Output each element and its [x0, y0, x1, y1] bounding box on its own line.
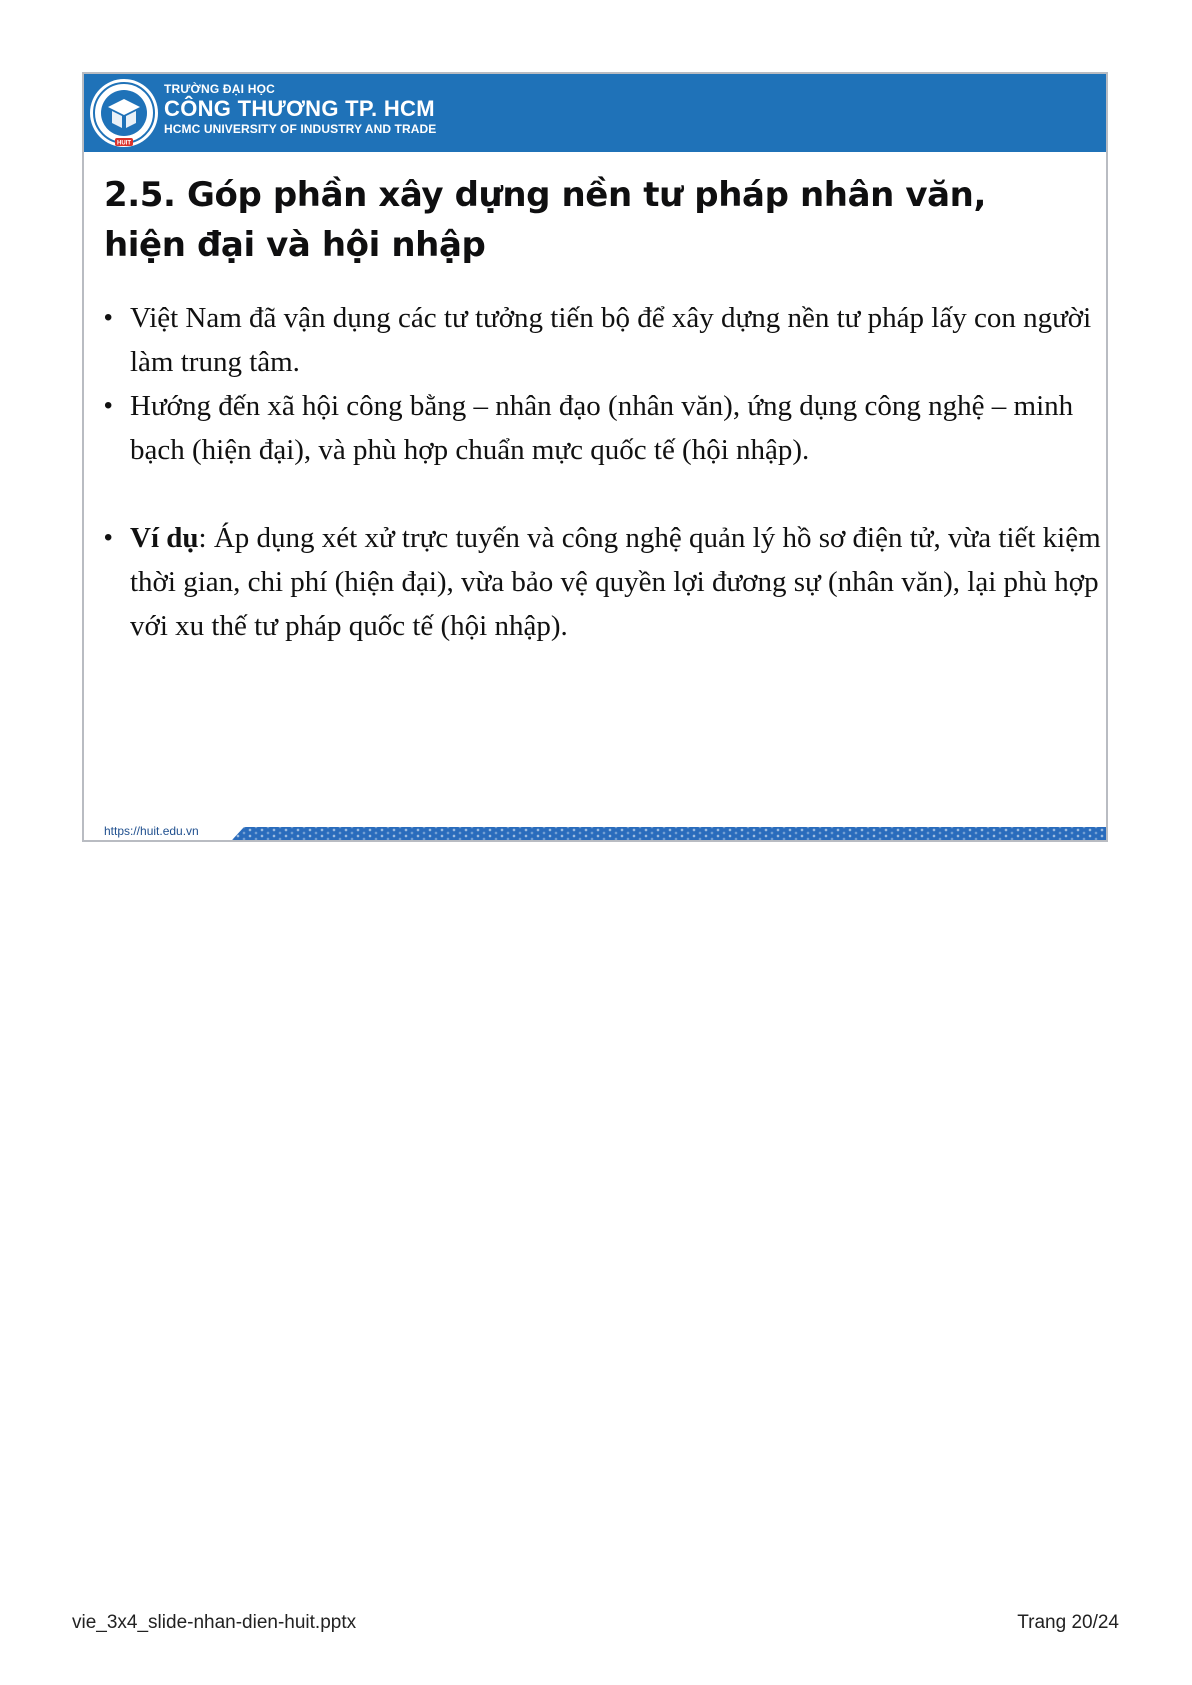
slide-title: 2.5. Góp phần xây dựng nền tư pháp nhân văn, hiện đại và hội nhập: [104, 175, 986, 265]
university-line2: CÔNG THƯƠNG TP. HCM: [164, 96, 435, 121]
document-filename: vie_3x4_slide-nhan-dien-huit.pptx: [72, 1612, 357, 1633]
bullet-item: [104, 296, 1104, 384]
footer-url-link[interactable]: https://huit.edu.vn: [104, 824, 199, 838]
university-brand: [164, 82, 436, 136]
bullet-text: Việt Nam đã vận dụng các tư tưởng tiến bộ để xây dựng nền tư pháp lấy con người làm trung tâm.: [130, 302, 1092, 378]
bullet-list: [104, 296, 1104, 648]
university-line1: TRƯỜNG ĐẠI HỌC: [164, 82, 275, 96]
bullet-item: [104, 384, 1104, 472]
page-number: Trang 20/24: [1017, 1612, 1119, 1633]
bullet-text: Hướng đến xã hội công bằng – nhân đạo (nhân văn), ứng dụng công nghệ – minh bạch (hiện đại), và phù hợp chuẩn mực quốc tế (hội nhập).: [130, 390, 1074, 466]
example-label: Ví dụ: [130, 522, 199, 554]
logo-text: HUIT: [117, 140, 131, 147]
slide-frame: [82, 72, 1108, 842]
bullet-text: : Áp dụng xét xử trực tuyến và công nghệ quản lý hồ sơ điện tử, vừa tiết kiệm thời gian, chi phí (hiện đại), vừa bảo vệ quyền lợi đương sự (nhân văn), lại phù hợp với xu thế tư pháp quốc tế (hội nhập).: [130, 522, 1101, 642]
bullet-item-example: [104, 516, 1104, 648]
footer-decorative-stripe: [232, 827, 1108, 840]
university-logo-icon: [88, 77, 160, 149]
slide-header-bar: [84, 74, 1106, 152]
university-line3: HCMC UNIVERSITY OF INDUSTRY AND TRADE: [164, 122, 437, 136]
